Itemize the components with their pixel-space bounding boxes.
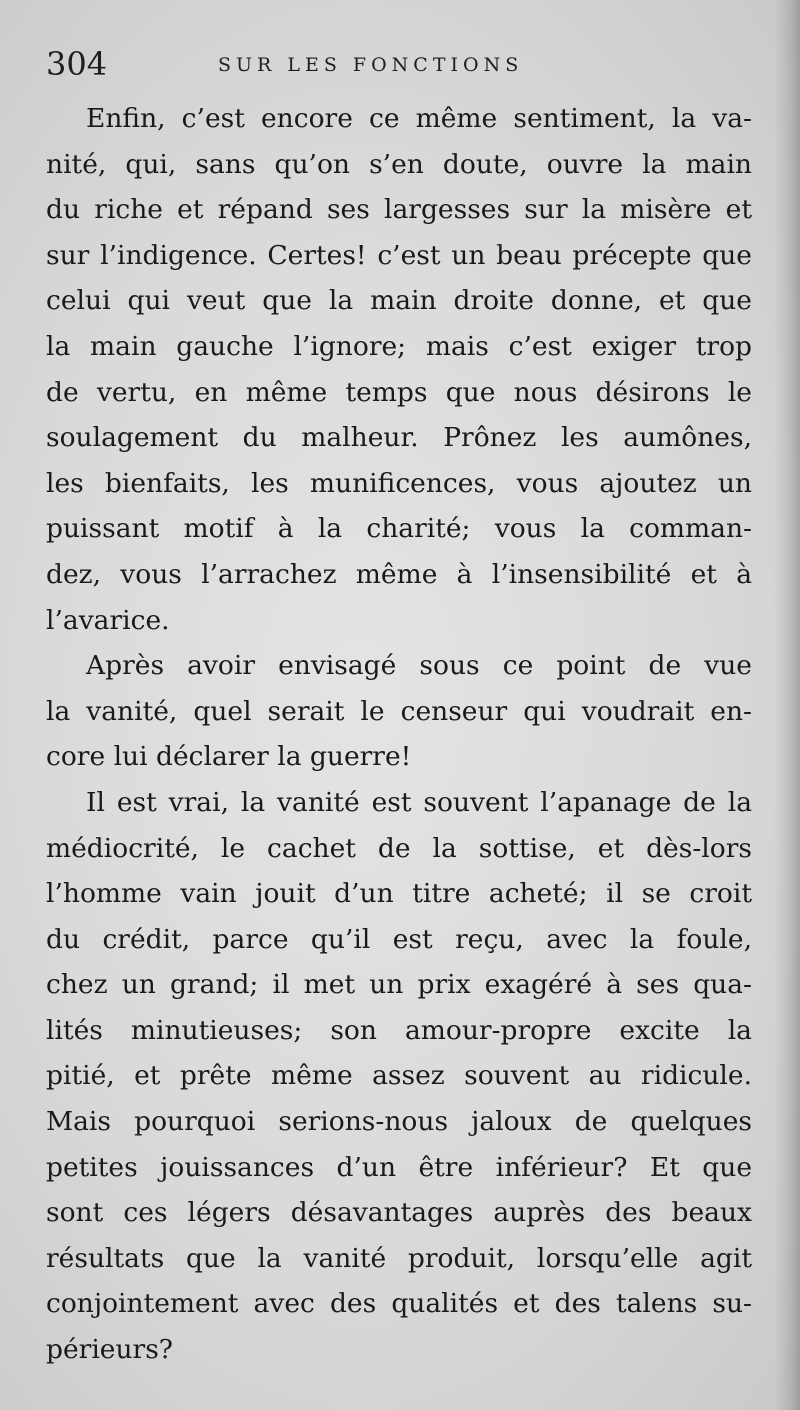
text-line: Après avoir envisagé sous ce point de vue — [86, 650, 752, 682]
text-line: petites jouissances d’un être inférieur? Et que — [46, 1151, 752, 1183]
text-line: périeurs? — [46, 1334, 174, 1366]
running-title: SUR LES FONCTIONS — [218, 54, 524, 76]
text-line: la main gauche l’ignore; mais c’est exiger trop — [46, 330, 752, 362]
text-line: du riche et répand ses largesses sur la misère et — [46, 194, 752, 226]
paragraph-1 — [46, 96, 752, 643]
text-line: celui qui veut que la main droite donne, et que — [46, 285, 752, 317]
text-line: la vanité, quel serait le censeur qui voudrait en- — [46, 695, 752, 727]
text-line: puissant motif à la charité; vous la comman- — [46, 513, 752, 545]
body-text — [46, 96, 752, 1373]
text-line: médiocrité, le cachet de la sottise, et dès-lors — [46, 832, 752, 864]
text-line: pitié, et prête même assez souvent au ridicule. — [46, 1060, 752, 1092]
text-line: conjointement avec des qualités et des talens su- — [46, 1288, 752, 1320]
text-line: soulagement du malheur. Prônez les aumônes, — [46, 422, 752, 454]
text-line: l’homme vain jouit d’un titre acheté; il se croit — [46, 878, 752, 910]
text-line: chez un grand; il met un prix exagéré à ses qua- — [46, 969, 752, 1001]
text-line: Il est vrai, la vanité est souvent l’apanage de la — [86, 786, 752, 818]
paragraph-3 — [46, 780, 752, 1373]
running-header — [46, 44, 606, 84]
text-line: Mais pourquoi serions-nous jaloux de quelques — [46, 1106, 752, 1138]
text-line: lités minutieuses; son amour-propre excite la — [46, 1014, 752, 1046]
paragraph-2 — [46, 643, 752, 780]
text-line: nité, qui, sans qu’on s’en doute, ouvre la main — [46, 148, 752, 180]
text-line: du crédit, parce qu’il est reçu, avec la foule, — [46, 923, 752, 955]
page-number: 304 — [46, 45, 108, 83]
text-line: sont ces légers désavantages auprès des beaux — [46, 1197, 752, 1229]
text-line: core lui déclarer la guerre! — [46, 741, 412, 773]
page-gutter-shadow — [774, 0, 800, 1410]
text-line: sur l’indigence. Certes! c’est un beau précepte que — [46, 239, 752, 271]
text-line: l’avarice. — [46, 604, 170, 636]
text-line: dez, vous l’arrachez même à l’insensibilité et à — [46, 558, 752, 590]
text-line: résultats que la vanité produit, lorsqu’elle agit — [46, 1242, 752, 1274]
text-line: de vertu, en même temps que nous désirons le — [46, 376, 752, 408]
text-line: Enfin, c’est encore ce même sentiment, la va- — [86, 103, 752, 134]
text-line: les bienfaits, les munificences, vous ajoutez un — [46, 467, 752, 499]
